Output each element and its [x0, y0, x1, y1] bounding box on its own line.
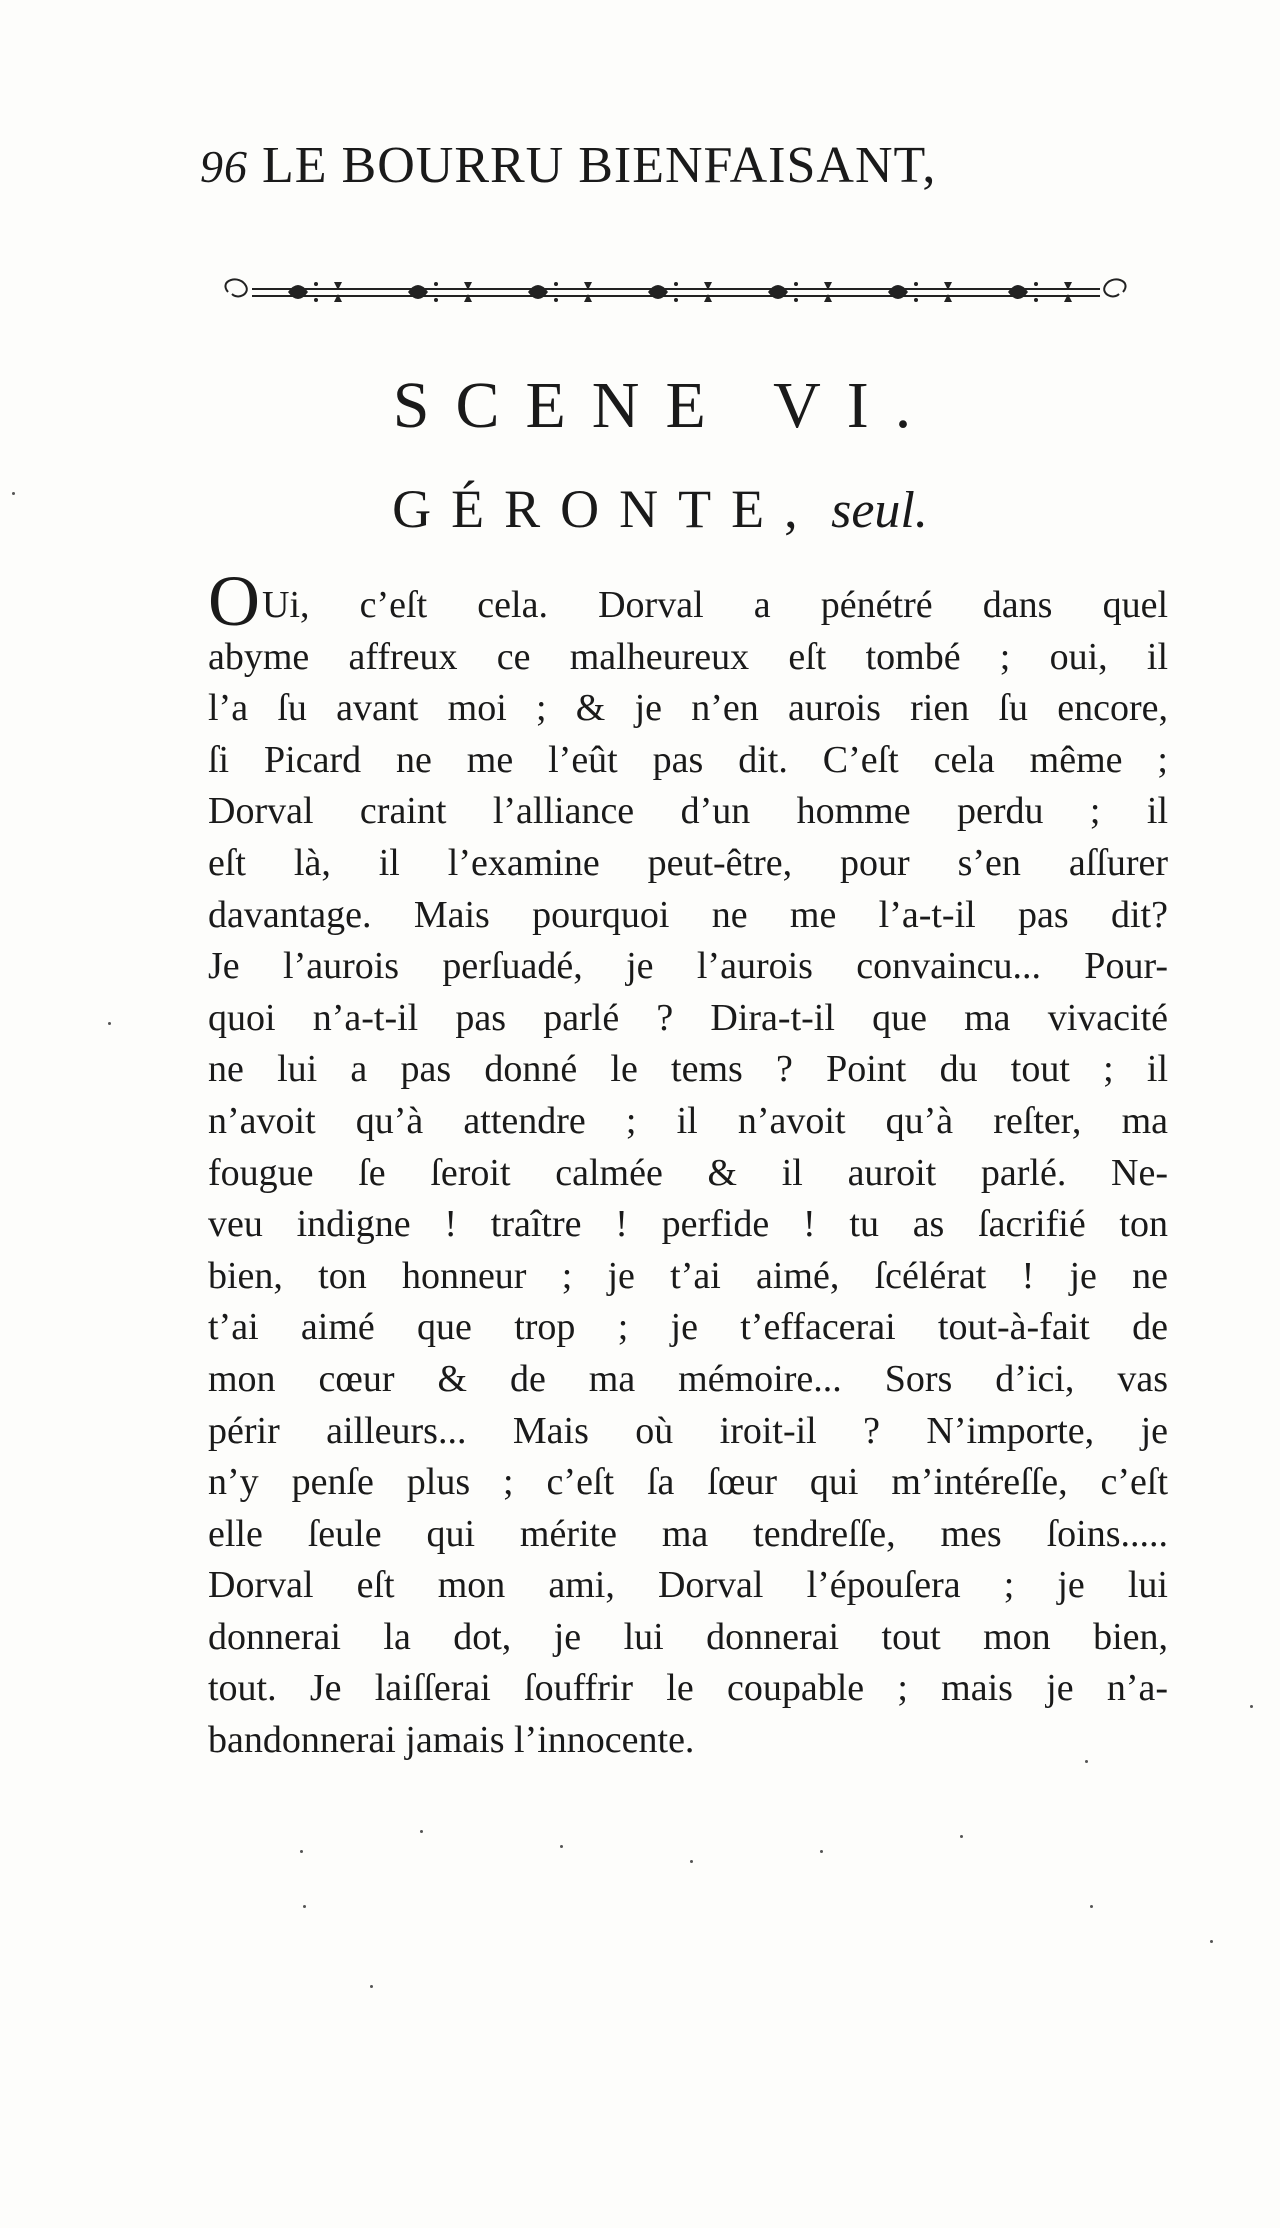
paper-speck [960, 1835, 963, 1838]
text-line: n’y penſe plus ; c’eſt ſa ſœur qui m’intéreſſe, c’eſt [208, 1461, 1168, 1504]
text-line: abyme affreux ce malheureux eſt tombé ; oui, il [208, 635, 1168, 678]
speech-text [208, 561, 1168, 1767]
text-line: périr ailleurs... Mais où iroit-il ? N’importe, je [208, 1409, 1168, 1452]
text-line: fougue ſe ſeroit calmée & il auroit parlé. Ne- [208, 1151, 1168, 1194]
text-line: bien, ton honneur ; je t’ai aimé, ſcélérat ! je ne [208, 1254, 1168, 1297]
text-line: davantage. Mais pourquoi ne me l’a-t-il pas dit? [208, 893, 1168, 936]
paper-speck [12, 492, 15, 495]
text-line: bandonnerai jamais l’innocente. [208, 1719, 695, 1762]
paper-speck [1250, 1705, 1253, 1708]
drop-cap: O [208, 561, 260, 641]
text-line: tout. Je laiſſerai ſouffrir le coupable ; mais je n’a- [208, 1667, 1168, 1710]
text-line: mon cœur & de ma mémoire... Sors d’ici, vas [208, 1357, 1168, 1400]
text-line: n’avoit qu’à attendre ; il n’avoit qu’à reſter, ma [208, 1099, 1168, 1142]
paper-speck [108, 1022, 111, 1025]
paper-speck [370, 1985, 373, 1988]
paper-speck [1085, 1760, 1088, 1763]
text-line: l’a ſu avant moi ; & je n’en aurois rien ſu encore, [208, 687, 1168, 730]
paper-speck [690, 1860, 693, 1863]
paper-speck [303, 1905, 306, 1908]
text-line: eſt là, il l’examine peut-être, pour s’en aſſurer [208, 841, 1168, 884]
text-line: OUi, c’eſt cela. Dorval a pénétré dans quel [208, 561, 1168, 641]
scene-heading: SCENE VI. [392, 369, 938, 442]
text-line: ſi Picard ne me l’eût pas dit. C’eſt cela même ; [208, 738, 1168, 781]
text-line: veu indigne ! traître ! perfide ! tu as ſacrifié ton [208, 1203, 1168, 1246]
paper-speck [300, 1850, 303, 1853]
page-number: 96 [200, 141, 248, 192]
speaker-heading [0, 478, 1280, 540]
running-head [200, 136, 1080, 206]
text-line: quoi n’a-t-il pas parlé ? Dira-t-il que ma vivacité [208, 996, 1168, 1039]
speaker-name: GÉRONTE, [392, 479, 818, 539]
text-line: elle ſeule qui mérite ma tendreſſe, mes ſoins..... [208, 1512, 1168, 1555]
paper-speck [820, 1850, 823, 1853]
text-line: Dorval craint l’alliance d’un homme perdu ; il [208, 790, 1168, 833]
paper-speck [420, 1830, 423, 1833]
paper-speck [560, 1845, 563, 1848]
text-line: ne lui a pas donné le tems ? Point du tout ; il [208, 1048, 1168, 1091]
decorative-ornament-band [218, 262, 1138, 322]
running-title: LE BOURRU BIENFAISANT, [262, 137, 937, 194]
text-line: Je l’aurois perſuadé, je l’aurois convaincu... Pour- [208, 945, 1168, 988]
text-line: Dorval eſt mon ami, Dorval l’épouſera ; je lui [208, 1564, 1168, 1607]
paper-speck [1090, 1905, 1093, 1908]
stage-direction: seul. [831, 482, 928, 539]
paper-speck [1210, 1940, 1213, 1943]
text-line: t’ai aimé que trop ; je t’effacerai tout-à-fait de [208, 1306, 1168, 1349]
text-line: donnerai la dot, je lui donnerai tout mon bien, [208, 1615, 1168, 1658]
